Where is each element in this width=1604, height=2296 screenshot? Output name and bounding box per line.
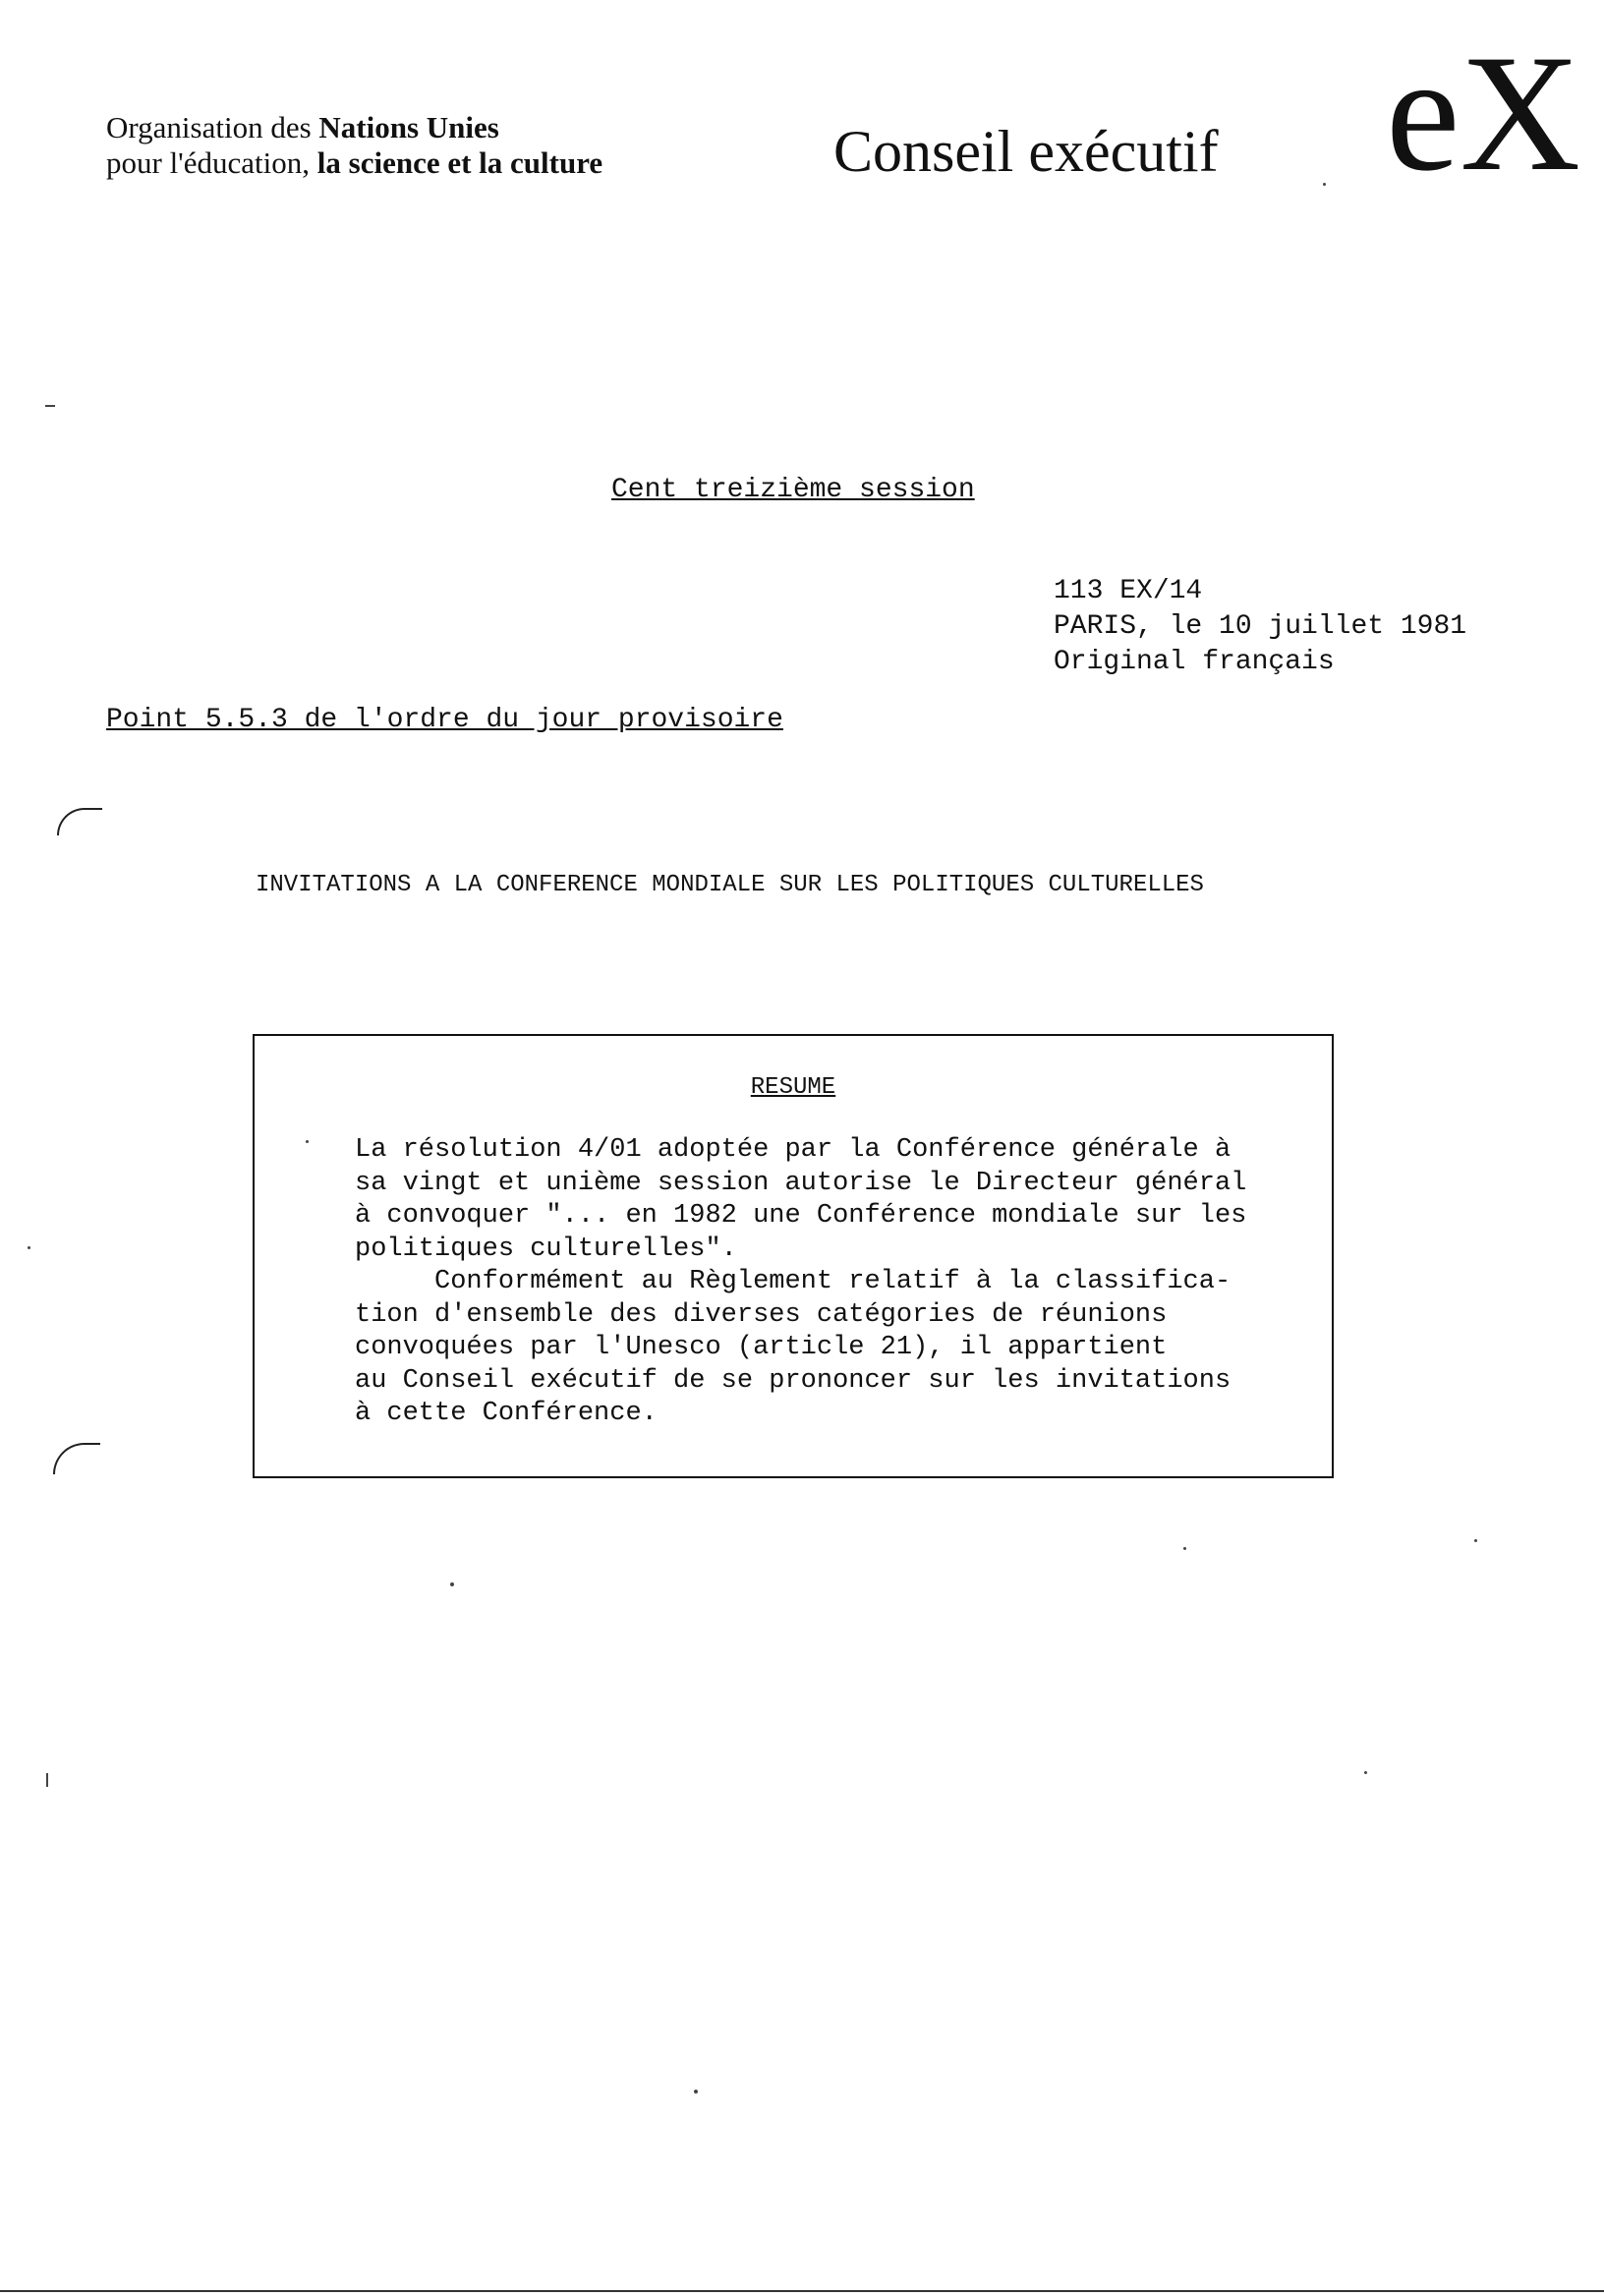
original-language: Original français <box>1054 647 1335 677</box>
session-title: Cent treizième session <box>611 475 975 505</box>
scan-speck <box>306 1140 309 1143</box>
scan-speck <box>46 1773 48 1787</box>
document-title: INVITATIONS A LA CONFERENCE MONDIALE SUR LES POLITIQUES CULTURELLES <box>256 872 1204 898</box>
summary-line: à cette Conférence. <box>355 1399 658 1428</box>
summary-body <box>355 1134 1246 1431</box>
agenda-item: Point 5.5.3 de l'ordre du jour provisoire <box>106 705 783 735</box>
organization-line-2: pour l'éducation, la science et la culture <box>106 145 603 180</box>
scan-speck <box>694 2090 698 2094</box>
series-mark: eX <box>1386 21 1581 205</box>
organization-line-1: Organisation des Nations Unies <box>106 110 499 144</box>
scan-speck <box>1474 1539 1477 1542</box>
summary-line: convoquées par l'Unesco (article 21), il appartient <box>355 1333 1168 1362</box>
bottom-rule <box>0 2290 1604 2292</box>
summary-line: politiques culturelles". <box>355 1234 737 1264</box>
summary-heading: RESUME <box>750 1074 836 1101</box>
organization-name <box>106 110 602 181</box>
council-name: Conseil exécutif <box>833 119 1219 184</box>
place-date: PARIS, le 10 juillet 1981 <box>1054 611 1467 642</box>
scan-speck <box>450 1582 454 1586</box>
scan-mark <box>57 808 102 835</box>
scan-mark <box>53 1443 100 1474</box>
scan-speck <box>1183 1547 1186 1550</box>
scan-speck <box>28 1246 30 1249</box>
summary-line: tion d'ensemble des diverses catégories de réunions <box>355 1299 1168 1330</box>
summary-line: Conformément au Règlement relatif à la classifica- <box>355 1267 1232 1296</box>
summary-line: sa vingt et unième session autorise le Directeur général <box>355 1168 1247 1198</box>
summary-line: à convoquer "... en 1982 une Conférence mondiale sur les <box>355 1201 1247 1231</box>
scan-speck <box>1323 183 1326 186</box>
document-reference: 113 EX/14 <box>1054 576 1203 606</box>
summary-line: au Conseil exécutif de se prononcer sur les invitations <box>355 1365 1232 1396</box>
summary-line: La résolution 4/01 adoptée par la Conférence générale à <box>355 1135 1232 1165</box>
scan-speck <box>1364 1771 1367 1774</box>
summary-box <box>253 1034 1334 1478</box>
scan-speck <box>45 405 55 407</box>
document-reference-block <box>1054 574 1466 680</box>
